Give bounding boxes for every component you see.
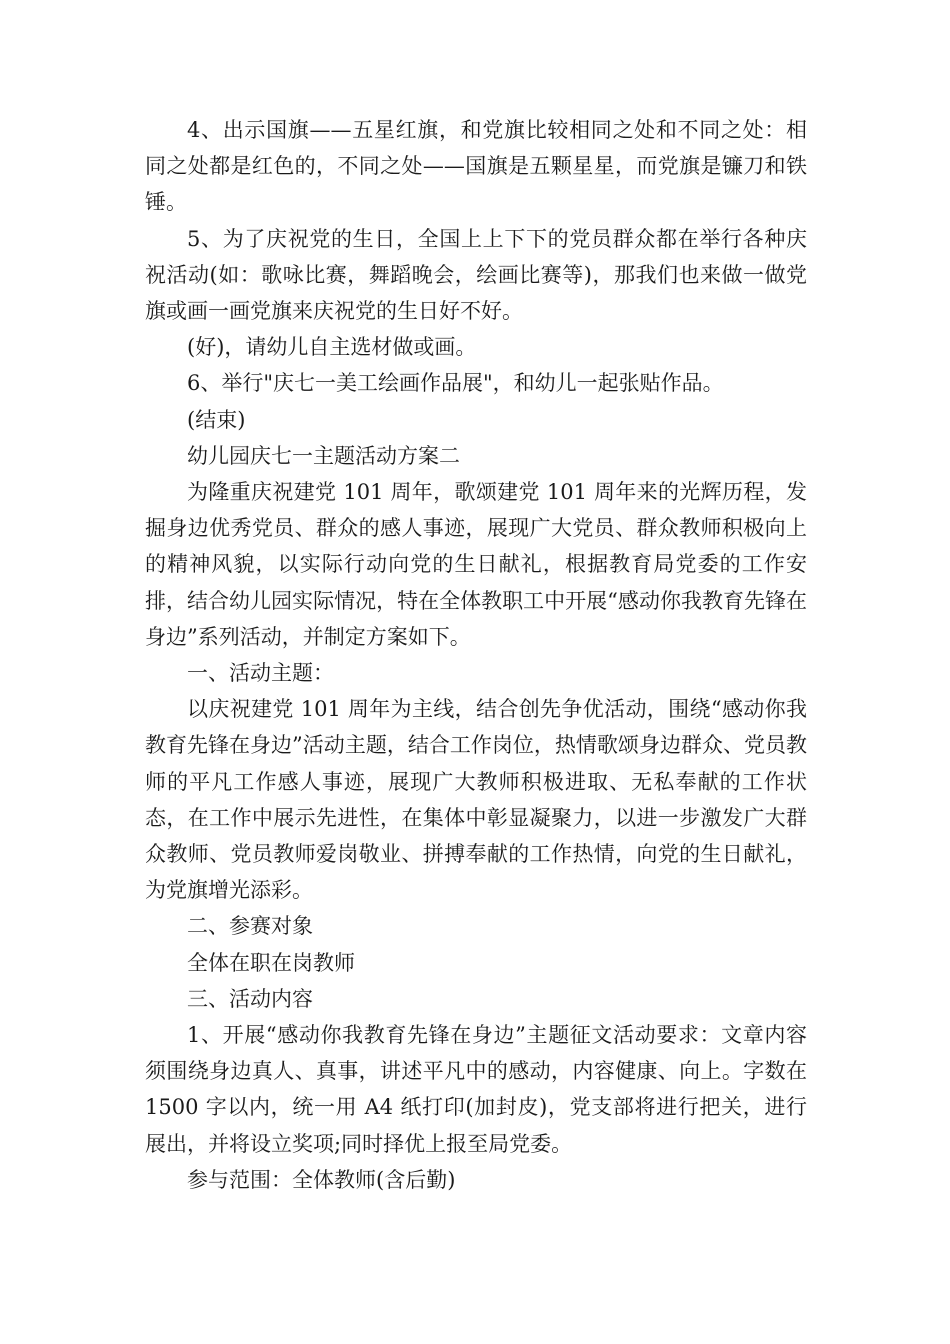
- heading-participants: 二、参赛对象: [187, 914, 313, 939]
- paragraph-essay-activity: 1、开展“感动你我教育先锋在身边”主题征文活动要求：文章内容须围绕身边真人、真事，讲述平凡中的感动，内容健康、向上。字数在 1500 字以内，统一用 A4 纸打印(加封皮)，党支部将进行把关，进行展出，并将设立奖项;同时择优上报至局党委。: [145, 1023, 807, 1156]
- heading-activity-content: 三、活动内容: [187, 986, 313, 1011]
- section-title-plan-two: 幼儿园庆七一主题活动方案二: [187, 443, 460, 468]
- paragraph-end: (结束): [187, 407, 246, 432]
- paragraph-choose-materials: (好)，请幼儿自主选材做或画。: [187, 335, 477, 360]
- paragraph-step-6: 6、举行"庆七一美工绘画作品展"，和幼儿一起张贴作品。: [187, 371, 724, 396]
- paragraph-participants: 全体在职在岗教师: [187, 950, 355, 975]
- paragraph-scope: 参与范围：全体教师(含后勤): [187, 1167, 456, 1192]
- document-body: [145, 112, 807, 1198]
- paragraph-step-5: 5、为了庆祝党的生日，全国上上下下的党员群众都在举行各种庆祝活动(如：歌咏比赛，舞蹈晚会，绘画比赛等)，那我们也来做一做党旗或画一画党旗来庆祝党的生日好不好。: [145, 226, 807, 324]
- heading-activity-theme: 一、活动主题：: [187, 661, 334, 686]
- paragraph-step-4: 4、出示国旗——五星红旗，和党旗比较相同之处和不同之处：相同之处都是红色的，不同之处——国旗是五颗星星，而党旗是镰刀和铁锤。: [145, 118, 807, 215]
- paragraph-intro: 为隆重庆祝建党 101 周年，歌颂建党 101 周年来的光辉历程，发掘身边优秀党员、群众的感人事迹，展现广大党员、群众教师积极向上的精神风貌，以实际行动向党的生日献礼，根据教育局党委的工作安排，结合幼儿园实际情况，特在全体教职工中开展“感动你我教育先锋在身边”系列活动，并制定方案如下。: [145, 480, 807, 649]
- paragraph-activity-theme: 以庆祝建党 101 周年为主线，结合创先争优活动，围绕“感动你我教育先锋在身边”活动主题，结合工作岗位，热情歌颂身边群众、党员教师的平凡工作感人事迹，展现广大教师积极进取、无私奉献的工作状态，在工作中展示先进性，在集体中彰显凝聚力，以进一步激发广大群众教师、党员教师爱岗敬业、拼搏奉献的工作热情，向党的生日献礼，为党旗增光添彩。: [145, 697, 807, 903]
